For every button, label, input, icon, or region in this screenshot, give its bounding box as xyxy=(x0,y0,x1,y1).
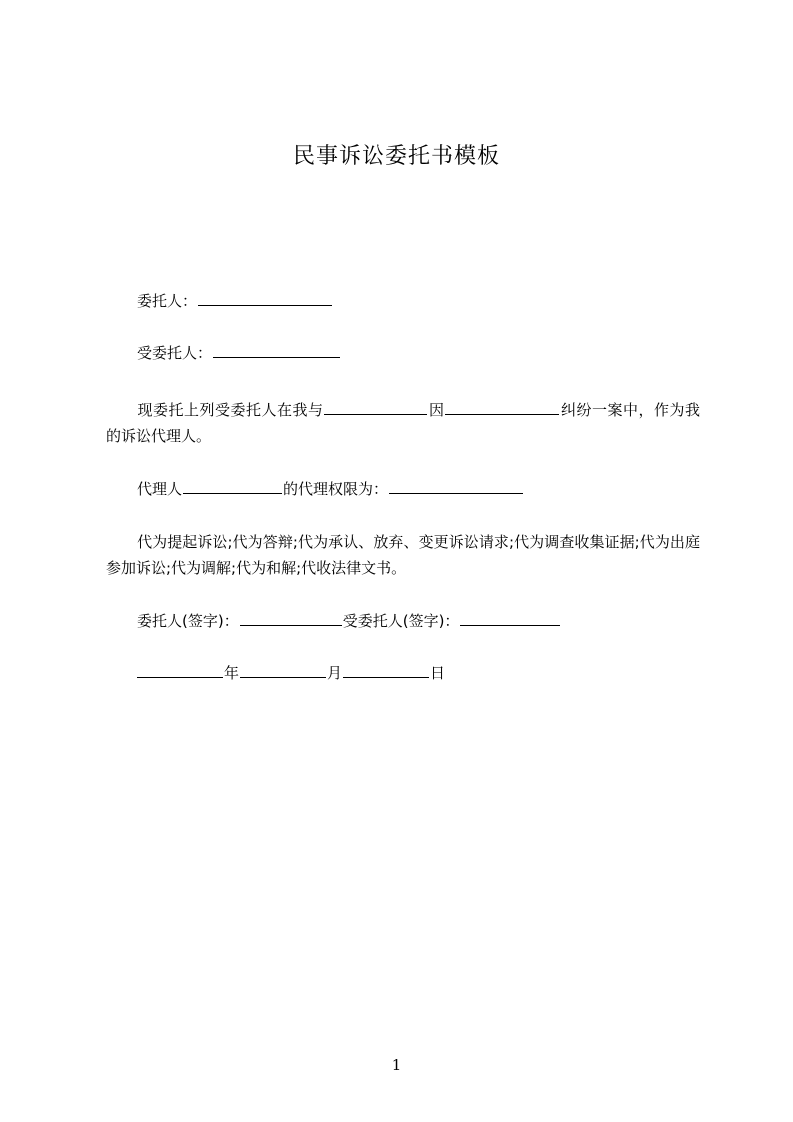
agent-sign-blank[interactable] xyxy=(460,610,560,626)
agent-name-blank[interactable] xyxy=(183,478,282,494)
day-label: 日 xyxy=(430,664,446,682)
page-number: 1 xyxy=(391,1056,402,1074)
entrust-text-2: 因 xyxy=(428,401,445,419)
document-title: 民事诉讼委托书模板 xyxy=(292,144,500,169)
entrust-text-3: 纠纷一案中，作为我的诉讼代理人。 xyxy=(106,401,700,445)
year-blank[interactable] xyxy=(137,662,223,678)
scope-text: 代为提起诉讼;代为答辩;代为承认、放弃、变更诉讼请求;代为调查收集证据;代为出庭参加诉讼;代为调解;代为和解;代收法律文书。 xyxy=(106,533,700,577)
authority-text-2: 的代理权限为： xyxy=(283,480,389,498)
day-blank[interactable] xyxy=(343,662,429,678)
agent-line xyxy=(137,341,341,365)
agent-sign-label: 受委托人(签字)： xyxy=(342,612,460,630)
principal-line xyxy=(137,289,333,313)
cause-blank[interactable] xyxy=(445,399,559,415)
principal-blank[interactable] xyxy=(198,290,332,306)
principal-label: 委托人： xyxy=(137,292,198,310)
scope-paragraph xyxy=(106,529,700,581)
signature-line xyxy=(137,609,561,633)
entrust-paragraph xyxy=(106,397,700,449)
date-line xyxy=(137,661,445,685)
month-blank[interactable] xyxy=(240,662,326,678)
principal-sign-label: 委托人(签字)： xyxy=(137,612,239,630)
agent-blank[interactable] xyxy=(213,342,340,358)
agent-label: 受委托人： xyxy=(137,344,213,362)
month-label: 月 xyxy=(327,664,343,682)
opponent-blank[interactable] xyxy=(324,399,427,415)
principal-sign-blank[interactable] xyxy=(240,610,342,626)
year-label: 年 xyxy=(224,664,240,682)
authority-text-1: 代理人 xyxy=(137,480,183,498)
authority-line xyxy=(137,477,524,501)
authority-scope-blank[interactable] xyxy=(389,478,523,494)
entrust-text-1: 现委托上列受委托人在我与 xyxy=(137,401,324,419)
